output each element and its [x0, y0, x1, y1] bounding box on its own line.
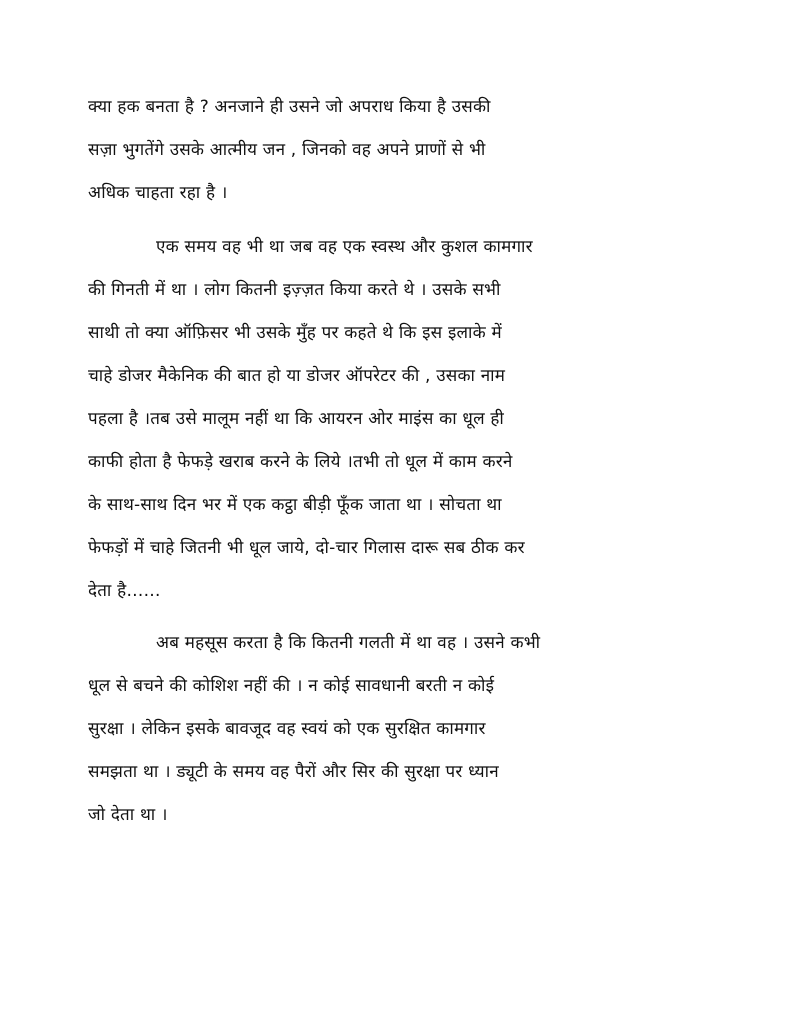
text-line: धूल से बचने की कोशिश नहीं की । न कोई सावधानी बरती न कोई: [88, 676, 495, 696]
paragraph-2: [88, 226, 718, 613]
text-line: सुरक्षा । लेकिन इसके बावजूद वह स्वयं को एक सुरक्षित कामगार: [88, 719, 486, 739]
text-line: एक समय वह भी था जब वह एक स्वस्थ और कुशल कामगार: [156, 237, 533, 257]
text-line: की गिनती में था । लोग कितनी इज़्ज़त किया करते थे । उसके सभी: [88, 280, 501, 300]
text-line: अधिक चाहता रहा है ।: [88, 183, 228, 203]
text-line: साथी तो क्या ऑफ़िसर भी उसके मुँह पर कहते थे कि इस इलाके में: [88, 323, 502, 343]
text-line: चाहे डोजर मैकेनिक की बात हो या डोजर ऑपरेटर की , उसका नाम: [88, 366, 506, 386]
text-line: अब महसूस करता है कि कितनी गलती में था वह । उसने कभी: [156, 633, 541, 653]
text-line: जो देता था ।: [88, 805, 168, 825]
text-line: फेफड़ों में चाहे जितनी भी धूल जाये, दो-चार गिलास दारू सब ठीक कर: [88, 538, 525, 558]
text-line: के साथ-साथ दिन भर में एक कट्ठा बीड़ी फूँक जाता था । सोचता था: [88, 495, 502, 515]
text-line: सज़ा भुगतेंगे उसके आत्मीय जन , जिनको वह अपने प्राणों से भी: [88, 140, 486, 160]
text-line: पहला है ।तब उसे मालूम नहीं था कि आयरन ओर माइंस का धूल ही: [88, 409, 505, 429]
text-line: क्या हक बनता है ? अनजाने ही उसने जो अपराध किया है उसकी: [88, 97, 491, 117]
text-line: देता है……: [88, 581, 161, 601]
text-line: काफी होता है फेफड़े खराब करने के लिये ।तभी तो धूल में काम करने: [88, 452, 513, 472]
text-line: समझता था । ड्यूटी के समय वह पैरों और सिर की सुरक्षा पर ध्यान: [88, 762, 499, 782]
paragraph-1: [88, 86, 718, 215]
paragraph-3: [88, 622, 718, 837]
